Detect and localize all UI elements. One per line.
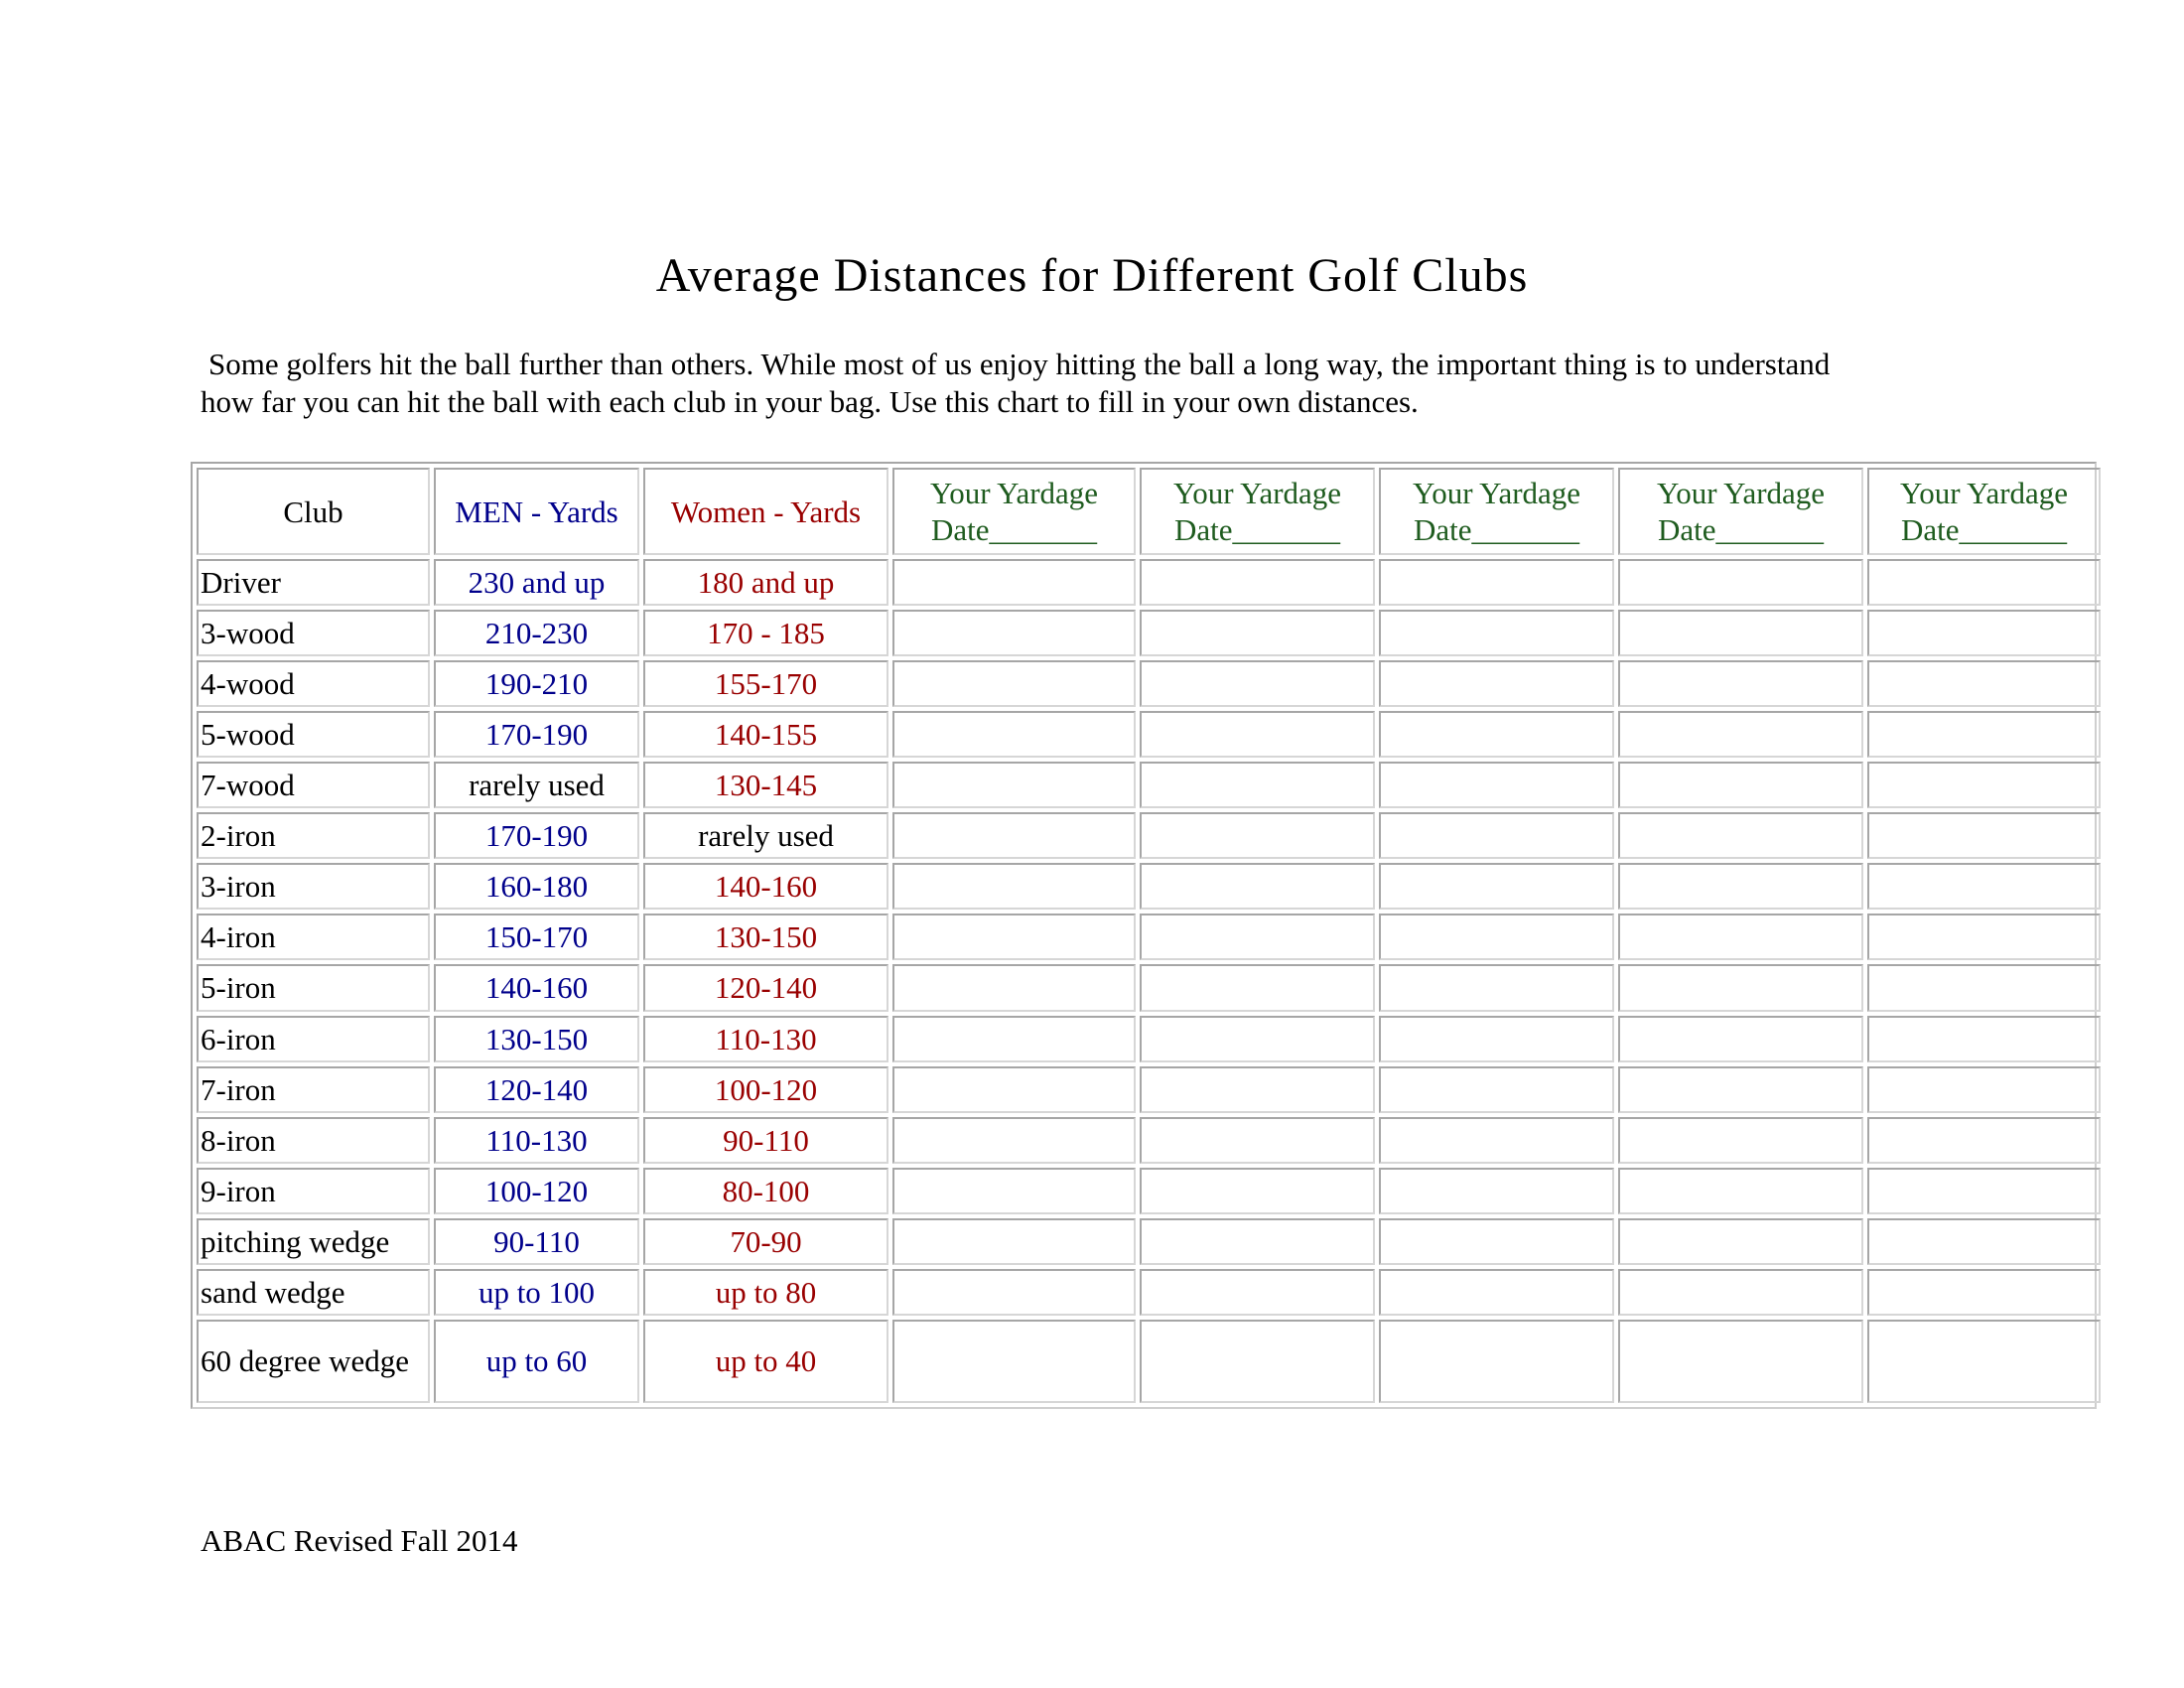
your-yardage-cell-2[interactable] xyxy=(1140,1066,1375,1113)
header-date-label: Date_______ xyxy=(1657,512,1825,548)
your-yardage-cell-1[interactable] xyxy=(892,1066,1136,1113)
header-men-yards: MEN - Yards xyxy=(434,468,639,555)
men-yards-cell: 100-120 xyxy=(434,1168,639,1214)
men-yards-cell: 170-190 xyxy=(434,812,639,859)
header-yardage-label: Your Yardage xyxy=(1412,476,1581,511)
table-row xyxy=(197,1320,2101,1403)
club-cell: 4-wood xyxy=(197,660,430,707)
men-yards-cell: 130-150 xyxy=(434,1016,639,1062)
your-yardage-cell-3[interactable] xyxy=(1379,711,1614,758)
women-yards-cell: up to 80 xyxy=(643,1269,888,1316)
distances-table xyxy=(193,464,2105,1407)
your-yardage-cell-4[interactable] xyxy=(1618,812,1863,859)
intro-line-1: Some golfers hit the ball further than others. While most of us enjoy hitting the ball a long way, the important thing is to understand xyxy=(208,347,1831,381)
your-yardage-cell-3[interactable] xyxy=(1379,1168,1614,1214)
your-yardage-cell-3[interactable] xyxy=(1379,1218,1614,1265)
your-yardage-cell-4[interactable] xyxy=(1618,762,1863,808)
your-yardage-cell-3[interactable] xyxy=(1379,610,1614,656)
your-yardage-cell-5[interactable] xyxy=(1867,1320,2101,1403)
header-date-label: Date_______ xyxy=(1900,512,2068,548)
your-yardage-cell-5[interactable] xyxy=(1867,863,2101,910)
your-yardage-cell-3[interactable] xyxy=(1379,1016,1614,1062)
table-row xyxy=(197,1269,2101,1316)
your-yardage-cell-1[interactable] xyxy=(892,964,1136,1011)
men-yards-cell: up to 60 xyxy=(434,1320,639,1403)
header-club: Club xyxy=(197,468,430,555)
your-yardage-cell-2[interactable] xyxy=(1140,964,1375,1011)
your-yardage-cell-3[interactable] xyxy=(1379,660,1614,707)
intro-line-2: how far you can hit the ball with each club in your bag. Use this chart to fill in your own distances. xyxy=(201,384,1419,419)
header-date-label: Date_______ xyxy=(930,512,1098,548)
your-yardage-cell-2[interactable] xyxy=(1140,1117,1375,1164)
club-cell: 6-iron xyxy=(197,1016,430,1062)
distances-table-frame xyxy=(191,462,2097,1409)
men-yards-cell: 120-140 xyxy=(434,1066,639,1113)
table-row xyxy=(197,711,2101,758)
men-yards-cell: 230 and up xyxy=(434,559,639,606)
your-yardage-cell-2[interactable] xyxy=(1140,660,1375,707)
your-yardage-cell-4[interactable] xyxy=(1618,559,1863,606)
men-yards-cell: up to 100 xyxy=(434,1269,639,1316)
men-yards-cell: 150-170 xyxy=(434,914,639,960)
header-your-yardage-2 xyxy=(1140,468,1375,555)
your-yardage-cell-3[interactable] xyxy=(1379,1066,1614,1113)
your-yardage-cell-5[interactable] xyxy=(1867,1066,2101,1113)
page-title: Average Distances for Different Golf Clubs xyxy=(655,249,1529,302)
your-yardage-cell-2[interactable] xyxy=(1140,1016,1375,1062)
club-cell: 7-iron xyxy=(197,1066,430,1113)
table-header-row xyxy=(197,468,2101,555)
your-yardage-cell-3[interactable] xyxy=(1379,863,1614,910)
your-yardage-cell-1[interactable] xyxy=(892,1117,1136,1164)
header-your-yardage-5 xyxy=(1867,468,2101,555)
women-yards-cell: 180 and up xyxy=(643,559,888,606)
your-yardage-cell-5[interactable] xyxy=(1867,559,2101,606)
table-row xyxy=(197,914,2101,960)
table-row xyxy=(197,964,2101,1011)
women-yards-cell: 100-120 xyxy=(643,1066,888,1113)
your-yardage-cell-1[interactable] xyxy=(892,1269,1136,1316)
women-yards-cell: 120-140 xyxy=(643,964,888,1011)
header-date-label: Date_______ xyxy=(1413,512,1580,548)
club-cell: 8-iron xyxy=(197,1117,430,1164)
your-yardage-cell-5[interactable] xyxy=(1867,914,2101,960)
club-cell: 2-iron xyxy=(197,812,430,859)
your-yardage-cell-3[interactable] xyxy=(1379,812,1614,859)
header-your-yardage-1 xyxy=(892,468,1136,555)
your-yardage-cell-2[interactable] xyxy=(1140,1320,1375,1403)
your-yardage-cell-4[interactable] xyxy=(1618,1168,1863,1214)
men-yards-cell: 190-210 xyxy=(434,660,639,707)
your-yardage-cell-1[interactable] xyxy=(892,863,1136,910)
your-yardage-cell-5[interactable] xyxy=(1867,1269,2101,1316)
table-row xyxy=(197,1168,2101,1214)
men-yards-cell: 140-160 xyxy=(434,964,639,1011)
club-cell: 4-iron xyxy=(197,914,430,960)
your-yardage-cell-1[interactable] xyxy=(892,1016,1136,1062)
your-yardage-cell-5[interactable] xyxy=(1867,1016,2101,1062)
your-yardage-cell-2[interactable] xyxy=(1140,863,1375,910)
table-row xyxy=(197,1218,2101,1265)
your-yardage-cell-4[interactable] xyxy=(1618,711,1863,758)
club-cell: 60 degree wedge xyxy=(197,1320,430,1403)
men-yards-cell: rarely used xyxy=(434,762,639,808)
your-yardage-cell-3[interactable] xyxy=(1379,1320,1614,1403)
header-your-yardage-4 xyxy=(1618,468,1863,555)
header-yardage-label: Your Yardage xyxy=(929,476,1099,511)
header-date-label: Date_______ xyxy=(1173,512,1341,548)
header-yardage-label: Your Yardage xyxy=(1656,476,1826,511)
your-yardage-cell-5[interactable] xyxy=(1867,660,2101,707)
your-yardage-cell-1[interactable] xyxy=(892,610,1136,656)
your-yardage-cell-4[interactable] xyxy=(1618,914,1863,960)
club-cell: 5-wood xyxy=(197,711,430,758)
header-women-yards: Women - Yards xyxy=(643,468,888,555)
your-yardage-cell-2[interactable] xyxy=(1140,1269,1375,1316)
your-yardage-cell-5[interactable] xyxy=(1867,610,2101,656)
women-yards-cell: 110-130 xyxy=(643,1016,888,1062)
women-yards-cell: 90-110 xyxy=(643,1117,888,1164)
your-yardage-cell-5[interactable] xyxy=(1867,1168,2101,1214)
your-yardage-cell-4[interactable] xyxy=(1618,1016,1863,1062)
your-yardage-cell-4[interactable] xyxy=(1618,1320,1863,1403)
intro-paragraph xyxy=(201,346,1987,421)
club-cell: 5-iron xyxy=(197,964,430,1011)
women-yards-cell: 140-155 xyxy=(643,711,888,758)
your-yardage-cell-2[interactable] xyxy=(1140,812,1375,859)
your-yardage-cell-1[interactable] xyxy=(892,1168,1136,1214)
your-yardage-cell-4[interactable] xyxy=(1618,1066,1863,1113)
women-yards-cell: 170 - 185 xyxy=(643,610,888,656)
your-yardage-cell-2[interactable] xyxy=(1140,1168,1375,1214)
men-yards-cell: 210-230 xyxy=(434,610,639,656)
your-yardage-cell-1[interactable] xyxy=(892,1218,1136,1265)
women-yards-cell: up to 40 xyxy=(643,1320,888,1403)
your-yardage-cell-3[interactable] xyxy=(1379,559,1614,606)
your-yardage-cell-2[interactable] xyxy=(1140,610,1375,656)
your-yardage-cell-1[interactable] xyxy=(892,812,1136,859)
men-yards-cell: 90-110 xyxy=(434,1218,639,1265)
your-yardage-cell-4[interactable] xyxy=(1618,1269,1863,1316)
men-yards-cell: 160-180 xyxy=(434,863,639,910)
your-yardage-cell-3[interactable] xyxy=(1379,1117,1614,1164)
table-body xyxy=(197,468,2101,1403)
women-yards-cell: 140-160 xyxy=(643,863,888,910)
your-yardage-cell-2[interactable] xyxy=(1140,559,1375,606)
women-yards-cell: 130-145 xyxy=(643,762,888,808)
club-cell: 9-iron xyxy=(197,1168,430,1214)
your-yardage-cell-1[interactable] xyxy=(892,559,1136,606)
your-yardage-cell-2[interactable] xyxy=(1140,711,1375,758)
your-yardage-cell-2[interactable] xyxy=(1140,1218,1375,1265)
your-yardage-cell-4[interactable] xyxy=(1618,660,1863,707)
your-yardage-cell-5[interactable] xyxy=(1867,711,2101,758)
women-yards-cell: 70-90 xyxy=(643,1218,888,1265)
your-yardage-cell-5[interactable] xyxy=(1867,762,2101,808)
women-yards-cell: 80-100 xyxy=(643,1168,888,1214)
table-row xyxy=(197,1016,2101,1062)
table-row xyxy=(197,660,2101,707)
club-cell: Driver xyxy=(197,559,430,606)
footer-note: ABAC Revised Fall 2014 xyxy=(201,1523,518,1558)
your-yardage-cell-1[interactable] xyxy=(892,1320,1136,1403)
your-yardage-cell-4[interactable] xyxy=(1618,863,1863,910)
your-yardage-cell-5[interactable] xyxy=(1867,1218,2101,1265)
your-yardage-cell-5[interactable] xyxy=(1867,964,2101,1011)
your-yardage-cell-3[interactable] xyxy=(1379,1269,1614,1316)
your-yardage-cell-1[interactable] xyxy=(892,914,1136,960)
header-yardage-label: Your Yardage xyxy=(1899,476,2069,511)
club-cell: sand wedge xyxy=(197,1269,430,1316)
table-row xyxy=(197,863,2101,910)
table-row xyxy=(197,762,2101,808)
your-yardage-cell-1[interactable] xyxy=(892,762,1136,808)
table-row xyxy=(197,610,2101,656)
header-your-yardage-3 xyxy=(1379,468,1614,555)
your-yardage-cell-4[interactable] xyxy=(1618,1117,1863,1164)
your-yardage-cell-4[interactable] xyxy=(1618,1218,1863,1265)
table-row xyxy=(197,559,2101,606)
women-yards-cell: 155-170 xyxy=(643,660,888,707)
your-yardage-cell-1[interactable] xyxy=(892,711,1136,758)
your-yardage-cell-4[interactable] xyxy=(1618,610,1863,656)
men-yards-cell: 170-190 xyxy=(434,711,639,758)
your-yardage-cell-2[interactable] xyxy=(1140,762,1375,808)
women-yards-cell: 130-150 xyxy=(643,914,888,960)
table-row xyxy=(197,812,2101,859)
your-yardage-cell-3[interactable] xyxy=(1379,914,1614,960)
your-yardage-cell-5[interactable] xyxy=(1867,1117,2101,1164)
club-cell: 3-wood xyxy=(197,610,430,656)
your-yardage-cell-1[interactable] xyxy=(892,660,1136,707)
club-cell: 3-iron xyxy=(197,863,430,910)
table-row xyxy=(197,1117,2101,1164)
your-yardage-cell-2[interactable] xyxy=(1140,914,1375,960)
club-cell: 7-wood xyxy=(197,762,430,808)
your-yardage-cell-4[interactable] xyxy=(1618,964,1863,1011)
club-cell: pitching wedge xyxy=(197,1218,430,1265)
women-yards-cell: rarely used xyxy=(643,812,888,859)
your-yardage-cell-3[interactable] xyxy=(1379,964,1614,1011)
header-yardage-label: Your Yardage xyxy=(1172,476,1342,511)
your-yardage-cell-3[interactable] xyxy=(1379,762,1614,808)
men-yards-cell: 110-130 xyxy=(434,1117,639,1164)
table-row xyxy=(197,1066,2101,1113)
your-yardage-cell-5[interactable] xyxy=(1867,812,2101,859)
